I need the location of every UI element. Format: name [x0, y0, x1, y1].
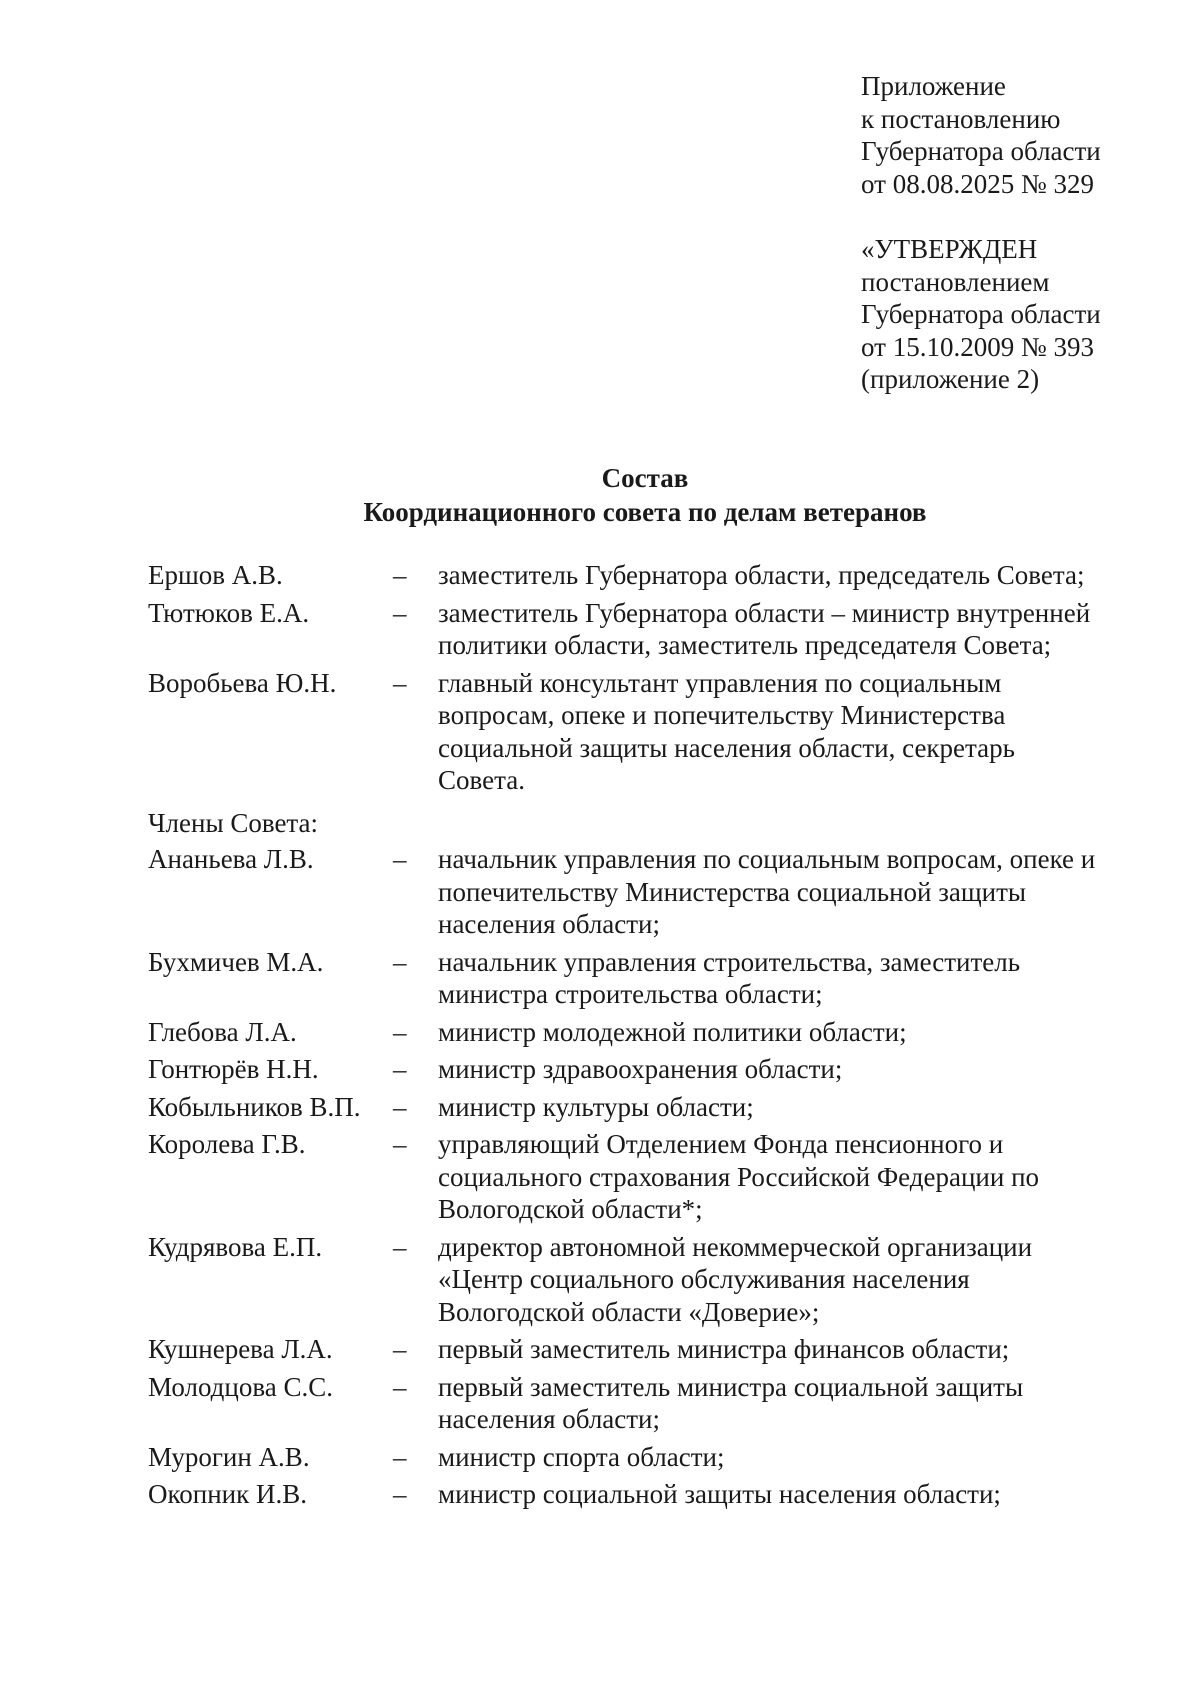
member-role	[438, 1091, 1200, 1124]
member-role-line: управляющий Отделением Фонда пенсионного и	[438, 1129, 1004, 1159]
dash-separator: –	[393, 1129, 407, 1159]
member-row	[148, 1128, 1148, 1226]
member-role	[438, 667, 1200, 797]
member-role-line: заместитель Губернатора области – министр внутренней	[438, 597, 1091, 628]
member-role-line: министр социальной защиты населения области;	[438, 1479, 1001, 1509]
dash-separator: –	[393, 597, 407, 628]
member-role	[438, 1016, 1200, 1049]
dash-separator: –	[393, 946, 407, 977]
dash-separator: –	[393, 1231, 407, 1262]
member-name: Окопник И.В.	[148, 1479, 307, 1509]
approved-line: от 15.10.2009 № 393	[861, 331, 1094, 362]
member-role-line: директор автономной некоммерческой организации	[438, 1231, 1033, 1262]
appendix-line: Губернатора области	[861, 136, 1101, 166]
members-section-label: Члены Совета:	[148, 807, 319, 838]
member-role-line: Совета.	[438, 765, 525, 795]
member-role-line: попечительству Министерства социальной защиты	[438, 876, 1027, 907]
member-name: Кушнерева Л.А.	[148, 1334, 333, 1364]
dash-separator: –	[393, 1054, 407, 1084]
dash-separator: –	[393, 667, 407, 698]
member-role	[438, 597, 1200, 662]
approved-line: постановлением	[861, 266, 1050, 297]
member-role-line: социального страхования Российской Федерации по	[438, 1161, 1040, 1192]
member-name: Глебова Л.А.	[148, 1016, 297, 1047]
dash-separator: –	[393, 1091, 407, 1122]
member-role-line: вопросам, опеке и попечительству Министерства	[438, 700, 1006, 730]
appendix-line: Приложение	[861, 71, 1006, 101]
member-role-line: социальной защиты населения области, секретарь	[438, 732, 1015, 763]
member-role-line: Вологодской области*;	[438, 1194, 703, 1224]
member-name: Тютюков Е.А.	[148, 597, 310, 628]
title-line-1: Состав	[601, 463, 689, 493]
member-name: Воробьева Ю.Н.	[148, 667, 337, 698]
member-role-line: «Центр социального обслуживания населения	[438, 1264, 970, 1294]
member-role-line: заместитель Губернатора области, председатель Совета;	[438, 560, 1085, 590]
member-row	[148, 597, 1148, 662]
dash-separator: –	[393, 1016, 407, 1047]
member-role-line: министр здравоохранения области;	[438, 1054, 843, 1084]
member-name: Молодцова С.С.	[148, 1371, 334, 1402]
approval-stamp-text	[861, 233, 1101, 396]
member-role	[438, 1371, 1200, 1436]
member-role	[438, 946, 1200, 1011]
dash-separator: –	[393, 844, 407, 874]
member-role-line: начальник управления строительства, заместитель	[438, 946, 1021, 977]
member-role-line: начальник управления по социальным вопросам, опеке и	[438, 844, 1096, 874]
dash-separator: –	[393, 1441, 407, 1472]
member-name: Гонтюрёв Н.Н.	[148, 1054, 319, 1084]
member-row	[148, 1441, 1148, 1474]
member-role	[438, 1333, 1200, 1366]
member-row	[148, 1231, 1148, 1329]
member-role-line: министр культуры области;	[438, 1091, 754, 1122]
title-line-2: Координационного совета по делам ветеранов	[363, 497, 927, 527]
member-row	[148, 1478, 1148, 1511]
approved-line: Губернатора области	[861, 299, 1101, 329]
member-row	[148, 1091, 1148, 1124]
member-role-line: первый заместитель министра финансов области;	[438, 1334, 1010, 1364]
member-name: Кудрявова Е.П.	[148, 1231, 323, 1262]
member-role-line: главный консультант управления по социальным	[438, 667, 1002, 698]
dash-separator: –	[393, 1371, 407, 1402]
member-role	[438, 1128, 1200, 1226]
member-row	[148, 1053, 1148, 1086]
member-role	[438, 1478, 1200, 1511]
council-composition-list	[148, 559, 1148, 1511]
approved-line: «УТВЕРЖДЕН	[861, 234, 1038, 264]
member-name: Королева Г.В.	[148, 1129, 306, 1159]
member-role	[438, 843, 1200, 941]
member-role-line: первый заместитель министра социальной защиты	[438, 1371, 1024, 1402]
appendix-line: к постановлению	[861, 103, 1061, 134]
member-role-line: министр спорта области;	[438, 1441, 725, 1472]
member-role	[438, 559, 1200, 592]
member-role-line: населения области;	[438, 909, 661, 939]
member-row	[148, 946, 1148, 1011]
dash-separator: –	[393, 560, 407, 590]
member-role	[438, 1053, 1200, 1086]
member-row	[148, 843, 1148, 941]
appendix-header	[861, 70, 1101, 200]
member-name: Мурогин А.В.	[148, 1441, 310, 1472]
member-name: Кобыльников В.П.	[148, 1091, 361, 1122]
member-role-line: министра строительства области;	[438, 979, 823, 1009]
member-role	[438, 1231, 1200, 1329]
member-row	[148, 1016, 1148, 1049]
member-row	[148, 667, 1148, 797]
member-role	[438, 1441, 1200, 1474]
member-row	[148, 1371, 1148, 1436]
member-role-line: министр молодежной политики области;	[438, 1016, 907, 1047]
member-row	[148, 559, 1148, 592]
member-name: Ананьева Л.В.	[148, 844, 314, 874]
dash-separator: –	[393, 1334, 407, 1364]
approved-line: (приложение 2)	[861, 364, 1040, 394]
member-name: Бухмичев М.А.	[148, 946, 324, 977]
member-role-line: населения области;	[438, 1404, 661, 1434]
appendix-line: от 08.08.2025 № 329	[861, 168, 1094, 199]
member-role-line: политики области, заместитель председателя Совета;	[438, 630, 1052, 660]
member-name: Ершов А.В.	[148, 560, 283, 590]
member-role-line: Вологодской области «Доверие»;	[438, 1296, 820, 1327]
member-row	[148, 1333, 1148, 1366]
dash-separator: –	[393, 1479, 407, 1509]
document-title	[0, 461, 1200, 529]
